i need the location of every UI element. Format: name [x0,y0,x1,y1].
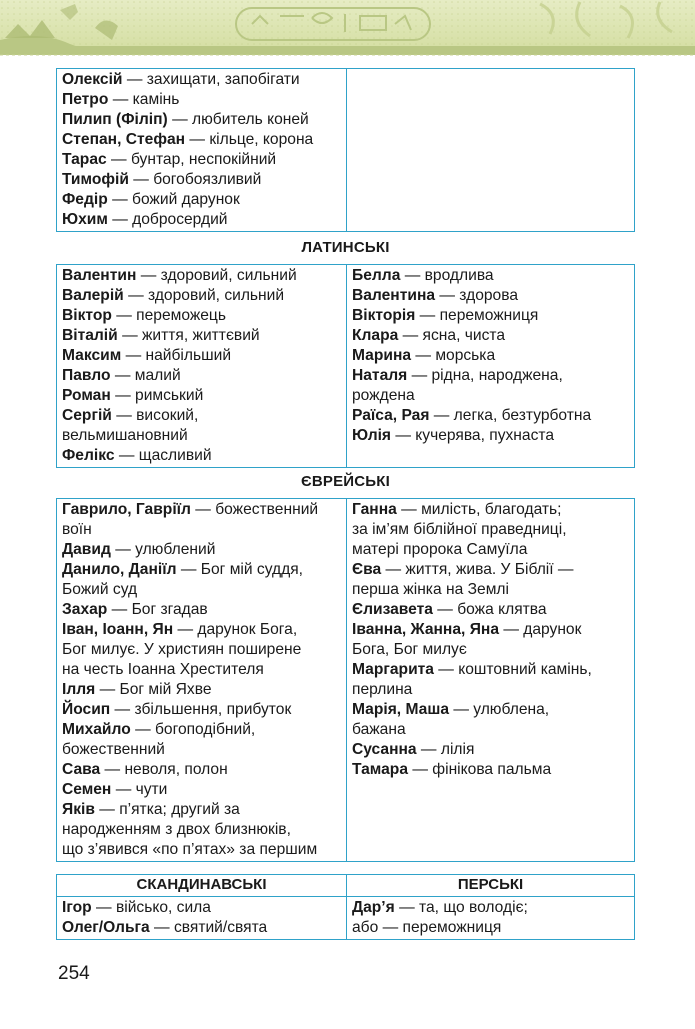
name-word: Іван, Іоанн, Ян [62,621,174,638]
name-entry-line [352,680,630,700]
name-meaning: — милість, благодать; [396,501,562,518]
name-entry-line [352,640,630,660]
column-right-empty [347,69,635,232]
name-word: Белла [352,267,401,284]
name-word: Марина [352,347,412,364]
name-entry-line [352,580,630,600]
name-entry-line [352,500,630,520]
name-meaning: — захищати, запобігати [122,71,300,88]
name-word: Павло [62,367,111,384]
name-entry-line [62,210,342,230]
name-meaning: — святий/свята [149,919,268,936]
name-meaning: матері пророка Самуїла [352,541,528,558]
name-entry-line [62,540,342,560]
name-entry-line [62,800,342,820]
name-entry-line [352,326,630,346]
page-number: 254 [58,963,90,984]
name-entry-line [352,346,630,366]
name-meaning: божественний [62,741,165,758]
name-meaning: — Бог згадав [107,601,208,618]
name-entry-line [62,110,342,130]
name-meaning: — улюблена, [449,701,550,718]
name-entry-line [62,760,342,780]
name-meaning: — богоподібний, [130,721,256,738]
name-entry-line [62,70,342,90]
name-entry-line [62,780,342,800]
hebrew-female-column [347,499,635,862]
name-entry-line [62,190,342,210]
name-entry-line [62,150,342,170]
name-meaning: — божа клятва [432,601,547,618]
name-word: Тамара [352,761,409,778]
name-word: Гаврило, Гавріїл [62,501,191,518]
name-entry-line [62,640,342,660]
name-meaning: — коштовний камінь, [433,661,592,678]
name-word: Вікторія [352,307,416,324]
name-word: Роман [62,387,111,404]
name-word: Захар [62,601,108,618]
name-word: Ілля [62,681,96,698]
name-word: Тимофій [62,171,129,188]
name-word: Пилип (Філіп) [62,111,168,128]
names-table-scandinavian-persian [56,874,635,940]
name-entry-line [352,540,630,560]
name-word: Яків [62,801,95,818]
name-entry-line [352,620,630,640]
name-meaning: — дарунок Бога, [173,621,298,638]
name-entry-line [352,406,630,426]
name-word: Марія, Маша [352,701,449,718]
name-meaning: — чути [111,781,168,798]
name-meaning: бажана [352,721,406,738]
names-table-latin [56,264,635,468]
name-entry-line [62,680,342,700]
header-persian: ПЕРСЬКІ [347,875,635,897]
name-entry-line [62,306,342,326]
name-meaning: — божественний [190,501,319,518]
name-word: Віталій [62,327,118,344]
name-word: Максим [62,347,122,364]
names-table-continued [56,68,635,232]
name-word: Єва [352,561,382,578]
name-entry-line [352,700,630,720]
name-meaning: — військо, сила [91,899,211,916]
name-meaning: — кільце, корона [185,131,314,148]
name-meaning: — морська [411,347,496,364]
name-meaning: — щасливий [114,447,212,464]
name-meaning: за ім’ям біблійної праведниці, [352,521,567,538]
name-entry-line [62,346,342,366]
name-word: Петро [62,91,109,108]
name-meaning: — рідна, народжена, [407,367,563,384]
name-word: Ігор [62,899,92,916]
name-entry-line [62,918,342,938]
name-meaning: — Бог мій суддя, [176,561,303,578]
name-word: Валентин [62,267,137,284]
header-scandinavian: СКАНДИНАВСЬКІ [57,875,347,897]
name-meaning: — кучерява, пухнаста [391,427,555,444]
name-word: Йосип [62,701,111,718]
name-entry-line [352,740,630,760]
name-entry-line [352,600,630,620]
name-meaning: — життя, жива. У Біблії — [381,561,574,578]
names-table-hebrew [56,498,635,862]
name-meaning: вельмишановний [62,427,188,444]
name-entry-line [62,700,342,720]
name-meaning: — легка, безтурботна [429,407,592,424]
name-entry-line [62,560,342,580]
name-word: Дар’я [352,899,395,916]
name-meaning: що з’явився «по п’ятах» за першим [62,841,318,858]
name-word: Олексій [62,71,123,88]
name-meaning: — вродлива [400,267,494,284]
name-word: Валерій [62,287,124,304]
name-entry-line [62,840,342,860]
name-meaning: — неволя, полон [100,761,228,778]
name-entry-line [62,720,342,740]
name-entry-line [62,170,342,190]
column-left [57,69,347,232]
name-entry-line [62,580,342,600]
section-title-hebrew: ЄВРЕЙСЬКІ [300,473,391,490]
name-entry-line [352,426,630,446]
name-meaning: — здоровий, сильний [123,287,285,304]
name-word: Юлія [352,427,392,444]
name-meaning: — життя, життєвий [117,327,260,344]
name-entry-line [352,918,630,938]
name-word: Віктор [62,307,112,324]
name-word: Федір [62,191,108,208]
name-word: Олег/Ольга [62,919,150,936]
name-word: Давид [62,541,111,558]
name-word: Іванна, Жанна, Яна [352,621,499,638]
name-meaning: воїн [62,521,92,538]
scandinavian-column [57,897,347,940]
name-entry-line [352,266,630,286]
name-entry-line [62,90,342,110]
name-meaning: — фінікова пальма [408,761,552,778]
latin-female-column [347,265,635,468]
name-entry-line [62,620,342,640]
name-entry-line [62,386,342,406]
name-meaning: — лілія [416,741,475,758]
name-word: Сусанна [352,741,417,758]
name-meaning: — здорова [435,287,519,304]
name-entry-line [62,446,342,466]
name-entry-line [62,520,342,540]
name-meaning: — бунтар, неспокійний [106,151,277,168]
name-word: Клара [352,327,399,344]
name-meaning: або — переможниця [352,919,502,936]
name-word: Маргарита [352,661,434,678]
name-entry-line [62,500,342,520]
name-entry-line [62,898,342,918]
name-entry-line [62,366,342,386]
name-meaning: — камінь [108,91,180,108]
section-title-latin: ЛАТИНСЬКІ [301,239,390,256]
hebrew-male-column [57,499,347,862]
name-word: Наталя [352,367,408,384]
name-word: Єлизавета [352,601,433,618]
name-word: Степан, Стефан [62,131,186,148]
name-word: Валентина [352,287,436,304]
name-meaning: народженням з двох близнюків, [62,821,291,838]
name-meaning: — малий [110,367,181,384]
name-meaning: — божий дарунок [107,191,240,208]
name-meaning: Бог милує. У християн поширене [62,641,302,658]
latin-male-column [57,265,347,468]
name-word: Семен [62,781,112,798]
name-entry-line [62,660,342,680]
name-meaning: — ясна, чиста [398,327,506,344]
name-entry-line [352,898,630,918]
name-meaning: — Бог мій Яхве [95,681,212,698]
name-meaning: на честь Іоанна Хрестителя [62,661,264,678]
name-entry-line [62,740,342,760]
name-meaning: — добросердий [107,211,228,228]
name-entry-line [62,426,342,446]
name-word: Ганна [352,501,397,518]
name-entry-line [352,760,630,780]
name-word: Юхим [62,211,108,228]
name-word: Сергій [62,407,112,424]
name-entry-line [62,820,342,840]
name-entry-line [352,386,630,406]
name-meaning: Бога, Бог милує [352,641,467,658]
name-meaning: — улюблений [110,541,216,558]
name-meaning: — дарунок [499,621,582,638]
name-entry-line [352,520,630,540]
name-entry-line [352,720,630,740]
name-meaning: рождена [352,387,415,404]
name-meaning: — здоровий, сильний [136,267,297,284]
name-word: Михайло [62,721,131,738]
name-meaning: — переможниця [415,307,539,324]
name-meaning: — богобоязливий [128,171,262,188]
name-meaning: Божий суд [62,581,138,598]
name-word: Раїса, Рая [352,407,430,424]
name-entry-line [352,366,630,386]
name-word: Сава [62,761,101,778]
name-entry-line [352,306,630,326]
name-entry-line [62,326,342,346]
name-meaning: — любитель коней [167,111,309,128]
name-entry-line [62,406,342,426]
name-entry-line [62,600,342,620]
name-meaning: перлина [352,681,413,698]
name-word: Фелікс [62,447,115,464]
header-banner [0,0,695,62]
name-word: Тарас [62,151,107,168]
name-entry-line [352,660,630,680]
name-entry-line [62,130,342,150]
name-meaning: — п’ятка; другий за [94,801,240,818]
name-meaning: — римський [110,387,204,404]
name-meaning: — переможець [111,307,226,324]
name-entry-line [62,266,342,286]
name-entry-line [352,286,630,306]
persian-column [347,897,635,940]
name-meaning: перша жінка на Землі [352,581,509,598]
name-meaning: — збільшення, прибуток [110,701,292,718]
banner-ornament [0,0,695,62]
name-entry-line [352,560,630,580]
name-meaning: — найбільший [121,347,232,364]
name-word: Данило, Даніїл [62,561,177,578]
name-meaning: — високий, [111,407,199,424]
name-meaning: — та, що володіє; [394,899,528,916]
name-entry-line [62,286,342,306]
